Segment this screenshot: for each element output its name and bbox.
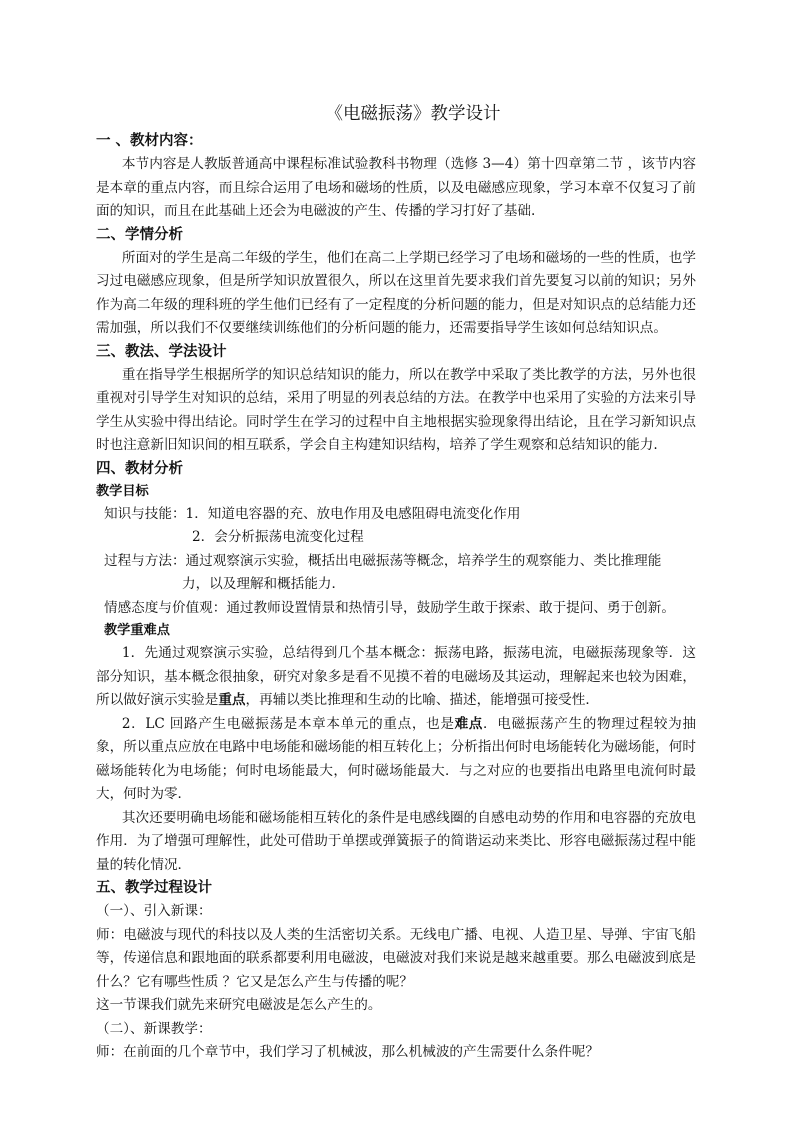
section-heading-students: 二、学情分析 — [96, 226, 183, 243]
goal-emotion: 情感态度与价值观：通过教师设置情景和热情引导，鼓励学生敢于探索、敢于提问、勇于创新。 — [104, 599, 675, 616]
new-lesson-line: 师：在前面的几个章节中，我们学习了机械波，那么机械波的产生需要什么条件呢？ — [96, 1044, 599, 1060]
paragraph-intro: 师：电磁波与现代的科技以及人类的生活密切关系。无线电广播、电视、人造卫星、导弹、宇宙飞船等，传递信息和跟地面的联系都要利用电磁波，电磁波对我们来说是越来越重要。那么电磁波到底是什么？它有哪些性质 ？它又是怎么产生与传播的呢？ — [96, 926, 696, 990]
subheading-goals: 教学目标 — [96, 483, 149, 499]
goal-process-2: 力，以及理解和概括能力． — [182, 576, 346, 592]
section-heading-analysis: 四、教材分析 — [96, 460, 183, 477]
key1-text-b: ，再辅以类比推理和生动的比喻、描述，能增强可接受性． — [245, 692, 599, 708]
document-title: 《电磁振荡》教学设计 — [325, 104, 501, 124]
section-heading-methods: 三、教法、学法设计 — [96, 343, 227, 360]
paragraph-key-3: 其次还要明确电场能和磁场能相互转化的条件是电感线圈的自感电动势的作用和电容器的充放电作用．为了增强可理解性，此处可借助于单摆或弹簧振子的简谐运动来类比、形容电磁振荡过程中能量的转化情况． — [96, 809, 696, 873]
goal-knowledge-2: 2．会分析振荡电流变化过程 — [192, 529, 364, 545]
goal-knowledge-1: 知识与技能：1．知道电容器的充、放电作用及电感阻碍电流变化作用 — [104, 505, 521, 522]
paragraph-key-2 — [96, 713, 696, 807]
paragraph-key-1 — [96, 642, 696, 713]
paragraph-methods: 重在指导学生根据所学的知识总结知识的能力，所以在教学中采取了类比教学的方法，另外也很重视对引导学生对知识的总结，采用了明显的列表总结的方法。在教学中也采用了实验的方法来引导学生从实验中得出结论。同时学生在学习的过程中自主地根据实验现象得出结论，且在学习新知识点时也注意新旧知识间的相互联系，学会自主构建知识结构，培养了学生观察和总结知识的能力. — [96, 366, 696, 453]
new-lesson-label: （二）、新课教学： — [96, 1020, 212, 1037]
goal-process-1: 过程与方法：通过观察演示实验，概括出电磁振荡等概念，培养学生的观察能力、类比推理能 — [104, 552, 662, 569]
key2-bold: 难点 — [454, 715, 484, 732]
key2-text-a: 2．LC 回路产生电磁振荡是本章本单元的重点，也是 — [121, 715, 455, 732]
paragraph-content: 本节内容是人教版普通高中课程标准试验教科书物理（选修 3—4）第十四章第二节 ，该节内容是本章的重点内容，而且综合运用了电场和磁场的性质，以及电磁感应现象，学习本章不仅复习了前面的知识，而且在此基础上还会为电磁波的产生、传播的学习打好了基础. — [96, 156, 696, 219]
section-heading-process: 五、教学过程设计 — [96, 880, 212, 896]
key2-text-b: ．电磁振荡产生的物理过程较为抽象，所以重点应放在电路中电场能和磁场能的相互转化上；分析指出何时电场能转化为磁场能，何时磁场能转化为电场能；何时电场能最大，何时磁场能最大．与之对应的也要指出电路里电流何时最大，何时为零． — [96, 715, 696, 802]
subheading-key-points: 教学重难点 — [104, 623, 170, 638]
key1-text-a: 1．先通过观察演示实验，总结得到几个基本概念：振荡电路，振荡电流，电磁振荡现象等．这部分知识，基本概念很抽象，研究对象多是看不见摸不着的电磁场及其运动，理解起来也较为困难，所以做好演示实验是 — [96, 645, 696, 708]
section-heading-content: 一 、教材内容： — [96, 133, 203, 149]
key1-bold: 重点 — [218, 692, 246, 708]
paragraph-students: 所面对的学生是高二年级的学生，他们在高二上学期已经学习了电场和磁场的一些的性质，也学习过电磁感应现象，但是所学知识放置很久，所以在这里首先要求我们首先要复习以前的知识；另外作为高二年级的理科班的学生他们已经有了一定程度的分析问题的能力，但是对知识点的总结能力还需加强，所以我们不仅要继续训练他们的分析问题的能力，还需要指导学生该如何总结知识点。 — [96, 249, 696, 336]
intro-label: （一）、引入新课： — [96, 903, 212, 919]
document-body — [96, 100, 696, 1065]
intro-line: 这一节课我们就先来研究电磁波是怎么产生的。 — [96, 997, 382, 1013]
